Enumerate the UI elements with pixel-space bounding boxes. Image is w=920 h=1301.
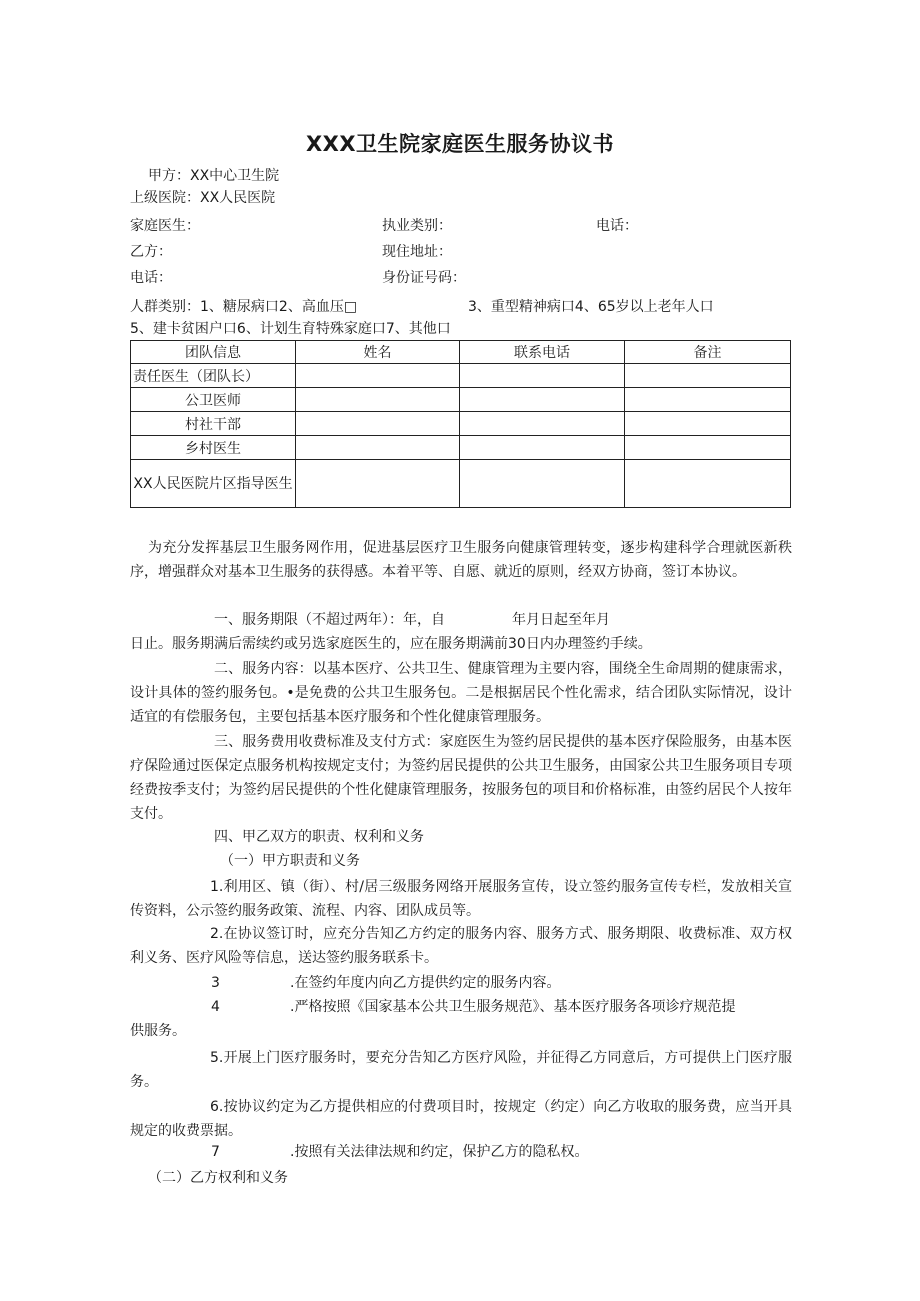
remark-cell[interactable] xyxy=(625,436,791,460)
family-doctor-field: 家庭医生： xyxy=(130,218,200,234)
name-cell[interactable] xyxy=(296,364,460,388)
remark-cell[interactable] xyxy=(625,412,791,436)
crowd-category-line1a: 人群类别：1、糖尿病口2、高血压□ xyxy=(130,299,358,315)
row-label-village-cadre: 村社干部 xyxy=(131,412,296,436)
crowd-category-line1b: 3、重型精神病口4、65岁以上老年人口 xyxy=(468,299,714,315)
id-number-field: 身份证号码： xyxy=(382,270,466,286)
section1-term-a: 一、服务期限（不超过两年）：年，自 xyxy=(214,612,445,628)
table-header: 姓名 xyxy=(296,341,460,364)
section1-term-c: 日止。服务期满后需续约或另选家庭医生的，应在服务期满前30日内办理签约手续。 xyxy=(130,636,652,652)
address-field: 现住地址： xyxy=(382,244,452,260)
item-6: 6.按协议约定为乙方提供相应的付费项目时，按规定（约定）向乙方收取的服务费，应当开具规定的收费票据。 xyxy=(130,1099,792,1139)
remark-cell[interactable] xyxy=(625,460,791,508)
superior-hospital: 上级医院：XX人民医院 xyxy=(130,190,276,206)
row-label-responsible-doctor: 责任医生（团队长） xyxy=(131,364,296,388)
name-cell[interactable] xyxy=(296,460,460,508)
name-cell[interactable] xyxy=(296,436,460,460)
name-cell[interactable] xyxy=(296,388,460,412)
team-info-table xyxy=(130,340,791,508)
item-4b: 供服务。 xyxy=(130,1023,186,1039)
section3-paragraph: 三、服务费用收费标准及支付方式：家庭医生为签约居民提供的基本医疗保险服务，由基本医疗保险通过医保定点服务机构按规定支付；为签约居民提供的公共卫生服务，由国家公共卫生服务项目专项经费按季支付；为签约居民提供的个性化健康管理服务，按服务包的项目和价格标准，由签约居民个人按年支付。 xyxy=(130,734,792,822)
item-3-number: 3 xyxy=(211,975,220,991)
table-header: 备注 xyxy=(625,341,791,364)
item-1: 1.利用区、镇（街）、村/居三级服务网络开展服务宣传，设立签约服务宣传专栏，发放相关宣传资料，公示签约服务政策、流程、内容、团队成员等。 xyxy=(130,879,792,919)
table-row xyxy=(131,364,791,388)
section1-term-b: 年月日起至年月 xyxy=(512,612,610,628)
party-a: 甲方：XX中心卫生院 xyxy=(148,168,280,184)
item-4a: .严格按照《国家基本公共卫生服务规范》、基本医疗服务各项诊疗规范提 xyxy=(290,999,736,1015)
table-row xyxy=(131,460,791,508)
intro-paragraph: 为充分发挥基层卫生服务网作用，促进基层医疗卫生服务向健康管理转变，逐步构建科学合理就医新秩序，增强群众对基本卫生服务的获得感。本着平等、自愿、就近的原则，经双方协商，签订本协议。 xyxy=(130,540,792,580)
table-row xyxy=(131,412,791,436)
item-5: 5.开展上门医疗服务时，要充分告知乙方医疗风险，并征得乙方同意后，方可提供上门医疗服务。 xyxy=(130,1050,792,1090)
name-cell[interactable] xyxy=(296,412,460,436)
section4-heading: 四、甲乙双方的职责、权利和义务 xyxy=(214,829,424,845)
party-b-field: 乙方： xyxy=(130,244,172,260)
item-7-number: 7 xyxy=(211,1144,220,1160)
practice-category-field: 执业类别： xyxy=(382,218,452,234)
document-title: XXX卫生院家庭医生服务协议书 xyxy=(305,132,615,156)
table-header-row xyxy=(131,341,791,364)
phone-field-2: 电话： xyxy=(130,270,172,286)
remark-cell[interactable] xyxy=(625,364,791,388)
phone-cell[interactable] xyxy=(460,460,625,508)
item-4-number: 4 xyxy=(211,999,220,1015)
phone-cell[interactable] xyxy=(460,364,625,388)
item-2: 2.在协议签订时，应充分告知乙方约定的服务内容、服务方式、服务期限、收费标准、双方权利义务、医疗风险等信息，送达签约服务联系卡。 xyxy=(130,926,792,966)
row-label-public-health-physician: 公卫医师 xyxy=(131,388,296,412)
remark-cell[interactable] xyxy=(625,388,791,412)
table-header: 联系电话 xyxy=(460,341,625,364)
row-label-village-doctor: 乡村医生 xyxy=(131,436,296,460)
phone-cell[interactable] xyxy=(460,388,625,412)
item-7: .按照有关法律法规和约定，保护乙方的隐私权。 xyxy=(290,1144,589,1160)
crowd-category-line2: 5、建卡贫困户口6、计划生育特殊家庭口7、其他口 xyxy=(130,321,451,337)
phone-cell[interactable] xyxy=(460,436,625,460)
section4-1-heading: （一）甲方职责和义务 xyxy=(220,853,360,869)
phone-cell[interactable] xyxy=(460,412,625,436)
item-3: .在签约年度内向乙方提供约定的服务内容。 xyxy=(290,975,561,991)
row-label-guidance-doctor: XX人民医院片区指导医生 xyxy=(131,460,296,508)
phone-field-1: 电话： xyxy=(596,218,638,234)
table-row xyxy=(131,436,791,460)
section2-paragraph: 二、服务内容：以基本医疗、公共卫生、健康管理为主要内容，围绕全生命周期的健康需求，设计具体的签约服务包。•是免费的公共卫生服务包。二是根据居民个性化需求，结合团队实际情况，设计适宜的有偿服务包，主要包括基本医疗服务和个性化健康管理服务。 xyxy=(130,661,792,725)
section4-2-heading: （二）乙方权利和义务 xyxy=(148,1170,288,1186)
table-header: 团队信息 xyxy=(131,341,296,364)
table-row xyxy=(131,388,791,412)
